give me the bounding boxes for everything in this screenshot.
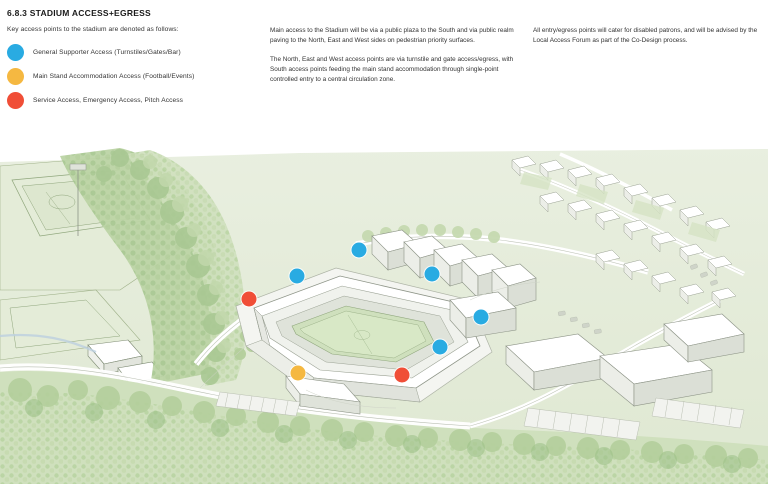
- circle-marker-icon: [7, 92, 24, 109]
- access-marker-general-2[interactable]: [290, 269, 305, 284]
- header-text-block: [0, 0, 768, 140]
- page-title: 6.8.3 STADIUM ACCESS+EGRESS: [7, 8, 151, 18]
- circle-marker-icon: [7, 68, 24, 85]
- access-marker-service-1[interactable]: [242, 292, 257, 307]
- legend-item-label: Service Access, Emergency Access, Pitch Access: [33, 96, 184, 104]
- access-marker-general-4[interactable]: [474, 310, 489, 325]
- access-marker-general-5[interactable]: [433, 340, 448, 355]
- legend-item-general-supporter-access: [7, 40, 252, 64]
- legend-item-label: General Supporter Access (Turnstiles/Gates/Bar): [33, 48, 181, 56]
- access-marker-general-1[interactable]: [352, 243, 367, 258]
- paragraph: The North, East and West access points are via turnstile and gate access/egress, with South access points feeding the main stand accommodation through single-point controlled entry to a central circulation zone.: [270, 55, 514, 83]
- legend-item-service-access: [7, 88, 252, 112]
- stadium-site-aerial-illustration: [0, 140, 768, 484]
- circle-marker-icon: [7, 44, 24, 61]
- body-column-middle: [270, 26, 515, 94]
- legend: [7, 40, 252, 112]
- paragraph: All entry/egress points will cater for disabled patrons, and will be advised by the Local Access Forum as part of the Co-Design process.: [533, 27, 758, 44]
- body-column-right: [533, 26, 761, 55]
- key-intro-text: Key access points to the stadium are denoted as follows:: [7, 26, 179, 33]
- access-marker-service-2[interactable]: [395, 368, 410, 383]
- paragraph: Main access to the Stadium will be via a public plaza to the South and via public realm paving to the North, East and West sides on pedestrian priority surfaces.: [270, 27, 514, 44]
- access-marker-main-stand-1[interactable]: [291, 366, 306, 381]
- legend-item-label: Main Stand Accommodation Access (Football/Events): [33, 72, 195, 80]
- access-marker-general-3[interactable]: [425, 267, 440, 282]
- legend-item-main-stand-accommodation-access: [7, 64, 252, 88]
- site-plan-drawing: [0, 140, 768, 484]
